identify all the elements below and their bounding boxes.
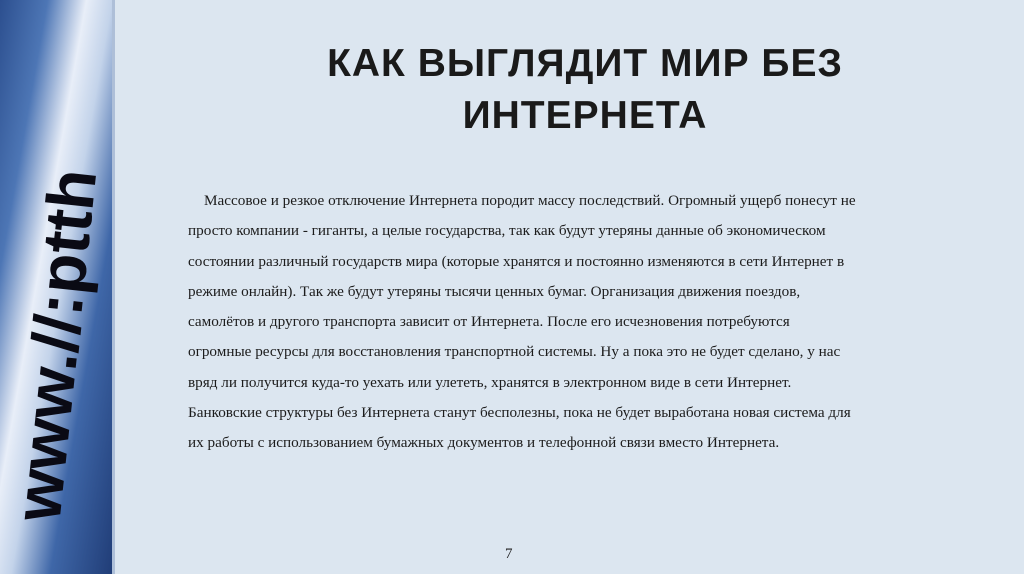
body-line: Массовое и резкое отключение Интернета породит массу последствий. Огромный ущерб понесут не	[204, 192, 856, 209]
body-line: огромные ресурсы для восстановления транспортной системы. Ну а пока это не будет сделано, у нас	[188, 343, 841, 361]
page-number: 7	[505, 546, 513, 562]
url-image-lettering: www.//:ptth	[0, 165, 111, 525]
body-line: Банковские структуры без Интернета станут бесполезны, пока не будет выработана новая система для	[188, 404, 851, 422]
slide-title	[150, 38, 1020, 142]
body-line: самолётов и другого транспорта зависит от Интернета. После его исчезновения потребуются	[188, 313, 790, 331]
title-line: КАК ВЫГЛЯДИТ МИР БЕЗ	[327, 42, 843, 85]
body-line: просто компании - гиганты, а целые государства, так как будут утеряны данные об экономическом	[188, 222, 826, 240]
decorative-url-image	[0, 0, 115, 574]
body-line: их работы с использованием бумажных документов и телефонной связи вместо Интернета.	[188, 434, 780, 452]
body-line: вряд ли получится куда-то уехать или улететь, хранятся в электронном виде в сети Интернет.	[188, 373, 792, 391]
slide-body-text	[188, 186, 988, 459]
body-line: состоянии различный государств мира (которые хранятся и постоянно изменяются в сети Интернет в	[188, 252, 845, 270]
title-line: ИНТЕРНЕТА	[462, 94, 708, 137]
body-line: режиме онлайн). Так же будут утеряны тысячи ценных бумаг. Организация движения поездов,	[188, 282, 801, 300]
